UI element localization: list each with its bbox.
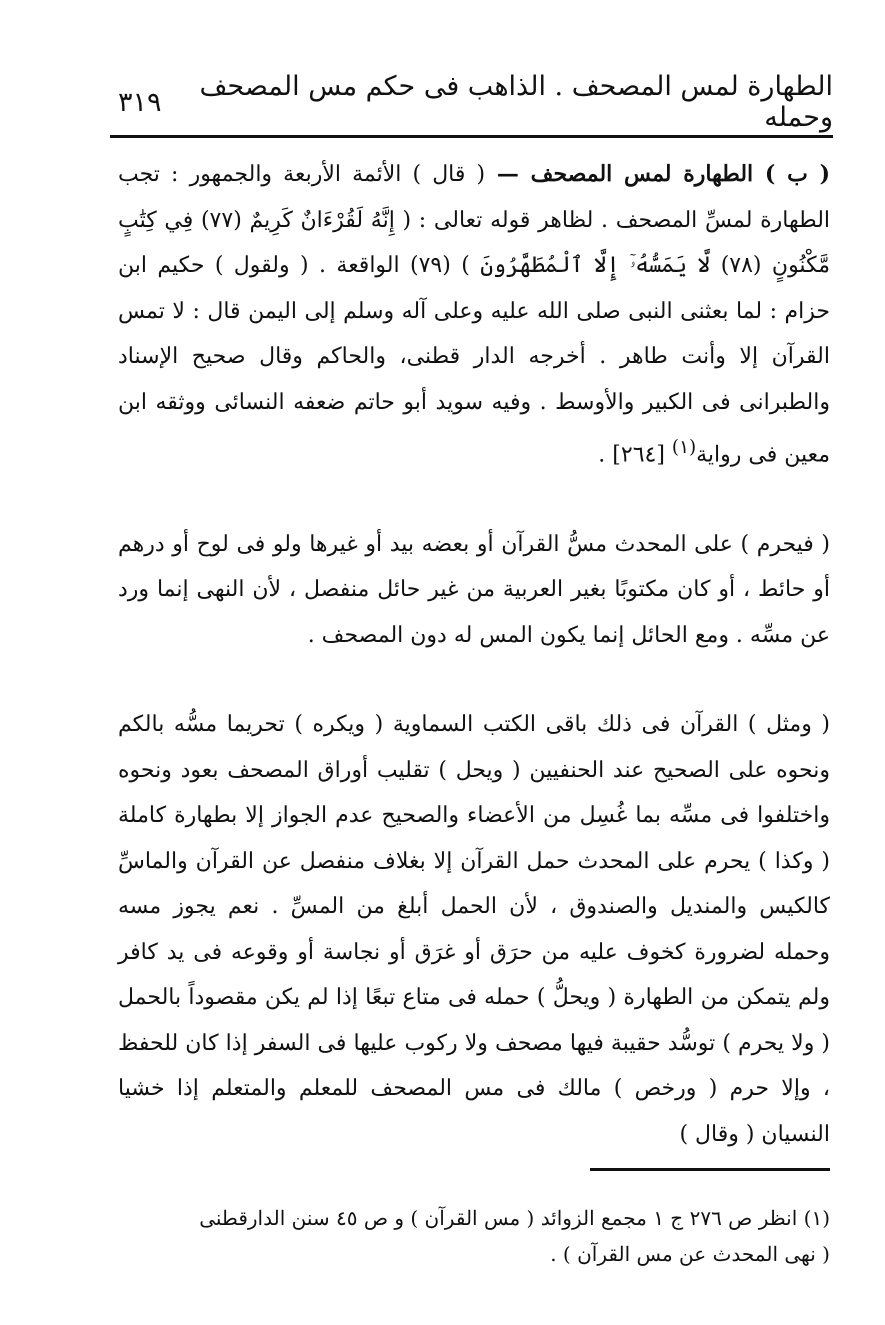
main-text <box>118 152 830 1157</box>
footnote-line-1: (١) انظر ص ٢٧٦ ج ١ مجمع الزوائد ( مس القرآن ) و ص ٤٥ سنن الدارقطنى <box>199 1206 830 1230</box>
running-header <box>118 71 833 133</box>
footnote <box>118 1200 830 1272</box>
page-number: ٣١٩ <box>118 86 162 118</box>
footnote-rule <box>590 1168 830 1171</box>
footnote-marker[interactable]: (١) <box>671 437 697 458</box>
header-title: الطهارة لمس المصحف . الذاهب فى حكم مس المصحف وحمله <box>199 71 833 133</box>
section-heading: ( ب ) الطهارة لمس المصحف — <box>485 161 831 187</box>
hadith-reference: [٢٦٤] . <box>598 442 665 468</box>
paragraph-1 <box>118 152 830 478</box>
paragraph-2: ( فيحرم ) على المحدث مسُّ القرآن أو بعضه بيد أو غيرها ولو فى لوح أو درهم أو حائط ، أو كان مكتوبًا بغير العربية من غير حائل منفصل ، لأن النهى إنما ورد عن مسِّه . ومع الحائل إنما يكون المس له دون المصحف . <box>118 531 830 648</box>
footnote-line-2: ( نهى المحدث عن مس القرآن ) . <box>550 1242 830 1266</box>
paragraph-3: ( ومثل ) القرآن فى ذلك باقى الكتب السماوية ( ويكره ) تحريما مسُّه بالكم ونحوه على الصحيح عند الحنفيين ( ويحل ) تقليب أوراق المصحف بعود ونحوه واختلفوا فى مسِّه بما غُسِل من الأعضاء والصحيح عدم الجواز إلا بطهارة كاملة ( وكذا ) يحرم على المحدث حمل القرآن إلا بغلاف منفصل عن القرآن والماسِّ كالكيس والمنديل والصندوق ، لأن الحمل أبلغ من المسِّ . نعم يجوز مسه وحمله لضرورة كخوف عليه من حرَق أو غرَق أو نجاسة أو وقوعه فى يد كافر ولم يتمكن من الطهارة ( ويحلُّ ) حمله فى متاع تبعًا إذا لم يكن مقصوداً بالحمل ( ولا يحرم ) توسُّد حقيبة فيها مصحف ولا ركوب عليها فى السفر إذا كان للحفظ ، وإلا حرم ( ورخص ) مالك فى مس المصحف للمعلم والمتعلم إذا خشيا النسيان ( وقال ) <box>118 712 830 1147</box>
header-rule <box>110 135 833 138</box>
paragraph-1-text: ( قال ) الأئمة الأربعة والجمهور : تجب الطهارة لمسِّ المصحف . لظاهر قوله تعالى : ( إِنَّهُ لَقُرْءَانٌ كَرِيمٌ (٧٧) فِي كِتَٰبٍ مَّكْنُونٍ (٧٨) لَّا يَمَسُّهُۥٓ إِلَّا ٱلْمُطَهَّرُونَ ) (٧٩) الواقعة . ( ولقول ) حكيم ابن حزام : لما بعثنى النبى صلى الله عليه وعلى آله وسلم إلى اليمن قال : لا تمس القرآن إلا وأنت طاهر . أخرجه الدار قطنى، والحاكم وقال صحيح الإسناد والطبرانى فى الكبير والأوسط . وفيه سويد أبو حاتم ضعفه النسائى ووثقه ابن معين فى رواية <box>118 162 831 468</box>
